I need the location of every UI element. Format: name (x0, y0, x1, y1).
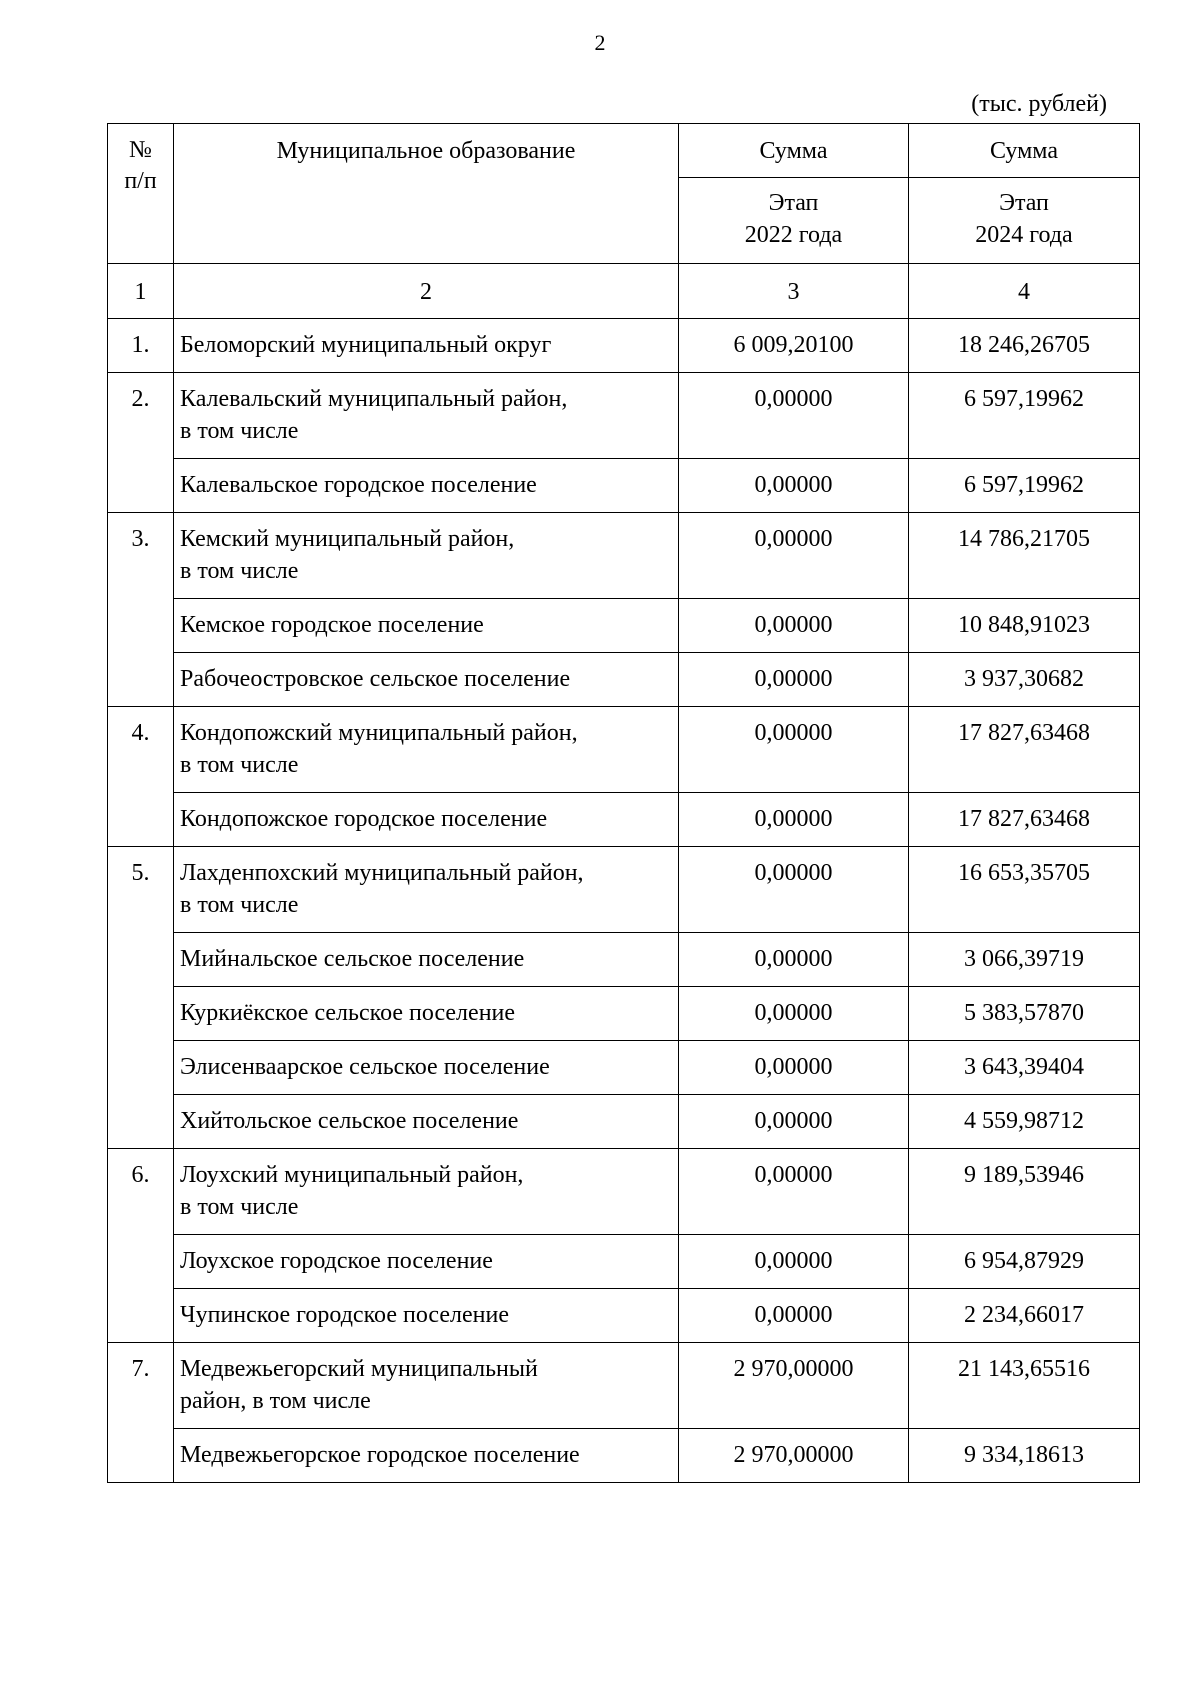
municipality-name-line: Калевальское городское поселение (180, 472, 537, 498)
municipality-name (174, 319, 679, 373)
sum-2022: 0,00000 (679, 1095, 909, 1149)
municipality-name-line: Лоухский муниципальный район, (180, 1162, 524, 1188)
sum-2022: 2 970,00000 (679, 1343, 909, 1429)
sum-2024: 6 597,19962 (909, 459, 1140, 513)
table-row (108, 373, 1140, 459)
row-number: 5. (108, 847, 174, 1149)
units-label: (тыс. рублей) (971, 91, 1107, 117)
municipality-name (174, 599, 679, 653)
sum-2022: 0,00000 (679, 933, 909, 987)
municipality-name (174, 933, 679, 987)
sum-2022: 0,00000 (679, 1041, 909, 1095)
municipality-name (174, 1095, 679, 1149)
header-stage-2024 (909, 178, 1140, 264)
sum-2024: 17 827,63468 (909, 707, 1140, 793)
table-row (108, 793, 1140, 847)
sum-2024: 6 954,87929 (909, 1235, 1140, 1289)
table-body (108, 319, 1140, 1483)
municipality-name-line: Беломорский муниципальный округ (180, 332, 552, 358)
sum-2022: 0,00000 (679, 1149, 909, 1235)
row-number: 3. (108, 513, 174, 707)
row-number: 7. (108, 1343, 174, 1483)
municipality-name-line: Кемское городское поселение (180, 612, 484, 638)
municipality-name-line: в том числе (180, 892, 299, 918)
column-index-2: 2 (174, 264, 679, 319)
sum-2024: 2 234,66017 (909, 1289, 1140, 1343)
sum-2024: 5 383,57870 (909, 987, 1140, 1041)
header-stage-2022-line1: Этап (768, 190, 819, 216)
sum-2022: 0,00000 (679, 599, 909, 653)
municipality-name-line: Элисенваарское сельское поселение (180, 1054, 550, 1080)
header-stage-2022-line2: 2022 года (744, 222, 843, 248)
municipality-name-line: Кондопожское городское поселение (180, 806, 548, 832)
sum-2024: 21 143,65516 (909, 1343, 1140, 1429)
table-row (108, 707, 1140, 793)
sum-2022: 0,00000 (679, 987, 909, 1041)
table-row (108, 987, 1140, 1041)
municipality-name-line: Лахденпохский муниципальный район, (180, 860, 584, 886)
header-stage-2024-line2: 2024 года (975, 222, 1073, 248)
municipality-name-line: Лоухское городское поселение (180, 1248, 493, 1274)
municipality-name-line: в том числе (180, 418, 299, 444)
table-row (108, 653, 1140, 707)
municipality-name (174, 459, 679, 513)
sum-2022: 0,00000 (679, 793, 909, 847)
municipality-name-line: Куркиёкское сельское поселение (180, 1000, 516, 1026)
row-number: 2. (108, 373, 174, 513)
municipality-name-line: Хийтольское сельское поселение (180, 1108, 519, 1134)
table-row (108, 847, 1140, 933)
municipality-name-line: в том числе (180, 752, 299, 778)
table-row (108, 599, 1140, 653)
row-number: 4. (108, 707, 174, 847)
table-row (108, 1289, 1140, 1343)
sum-2024: 9 189,53946 (909, 1149, 1140, 1235)
table-row (108, 513, 1140, 599)
page-number: 2 (594, 30, 606, 55)
municipality-name (174, 653, 679, 707)
municipality-name (174, 513, 679, 599)
sum-2022: 0,00000 (679, 707, 909, 793)
row-number: 1. (108, 319, 174, 373)
municipality-name-line: в том числе (180, 1194, 299, 1220)
column-index-1: 1 (108, 264, 174, 319)
column-index-4: 4 (909, 264, 1140, 319)
sum-2024: 6 597,19962 (909, 373, 1140, 459)
municipality-name (174, 793, 679, 847)
municipality-name (174, 1235, 679, 1289)
sum-2024: 3 937,30682 (909, 653, 1140, 707)
municipality-name (174, 847, 679, 933)
sum-2022: 6 009,20100 (679, 319, 909, 373)
municipality-name-line: Калевальский муниципальный район, (180, 386, 568, 412)
sum-2024: 10 848,91023 (909, 599, 1140, 653)
table-header (108, 124, 1140, 319)
header-stage-2022 (679, 178, 909, 264)
sum-2022: 0,00000 (679, 653, 909, 707)
sum-2022: 0,00000 (679, 513, 909, 599)
header-stage-2024-line1: Этап (999, 190, 1049, 216)
sum-2024: 17 827,63468 (909, 793, 1140, 847)
municipality-name (174, 1289, 679, 1343)
table-row (108, 1041, 1140, 1095)
header-number-abbr: п/п (124, 168, 157, 194)
municipality-name (174, 1041, 679, 1095)
municipality-name-line: в том числе (180, 558, 299, 584)
municipality-name (174, 987, 679, 1041)
sum-2022: 0,00000 (679, 1235, 909, 1289)
sum-2022: 0,00000 (679, 1289, 909, 1343)
municipality-name-line: Рабочеостровское сельское поселение (180, 666, 571, 692)
header-sum-2024: Сумма (909, 124, 1140, 178)
sum-2024: 16 653,35705 (909, 847, 1140, 933)
table-row (108, 459, 1140, 513)
sum-2022: 0,00000 (679, 847, 909, 933)
column-index-3: 3 (679, 264, 909, 319)
table-row (108, 319, 1140, 373)
municipality-name (174, 373, 679, 459)
municipality-name-line: Чупинское городское поселение (180, 1302, 509, 1328)
municipality-name-line: Медвежьегорское городское поселение (180, 1442, 580, 1468)
municipality-name-line: Мийнальское сельское поселение (180, 946, 525, 972)
sum-2024: 4 559,98712 (909, 1095, 1140, 1149)
subsidy-table (107, 123, 1140, 1483)
table-row (108, 933, 1140, 987)
municipality-name (174, 1149, 679, 1235)
sum-2024: 9 334,18613 (909, 1429, 1140, 1483)
table-row (108, 1235, 1140, 1289)
header-municipality: Муниципальное образование (174, 124, 679, 264)
municipality-name-line: Медвежьегорский муниципальный (180, 1356, 538, 1382)
sum-2024: 14 786,21705 (909, 513, 1140, 599)
sum-2022: 2 970,00000 (679, 1429, 909, 1483)
sum-2022: 0,00000 (679, 373, 909, 459)
header-sum-2022: Сумма (679, 124, 909, 178)
sum-2024: 18 246,26705 (909, 319, 1140, 373)
municipality-name-line: Кондопожский муниципальный район, (180, 720, 578, 746)
sum-2022: 0,00000 (679, 459, 909, 513)
table-row (108, 1343, 1140, 1429)
sum-2024: 3 066,39719 (909, 933, 1140, 987)
municipality-name-line: район, в том числе (180, 1388, 371, 1414)
municipality-name (174, 1429, 679, 1483)
municipality-name-line: Кемский муниципальный район, (180, 526, 515, 552)
table-row (108, 1095, 1140, 1149)
header-number-sign: № (129, 137, 152, 163)
table-row (108, 1429, 1140, 1483)
municipality-name (174, 1343, 679, 1429)
sum-2024: 3 643,39404 (909, 1041, 1140, 1095)
row-number: 6. (108, 1149, 174, 1343)
table-row (108, 1149, 1140, 1235)
municipality-name (174, 707, 679, 793)
header-row-number (108, 124, 174, 264)
